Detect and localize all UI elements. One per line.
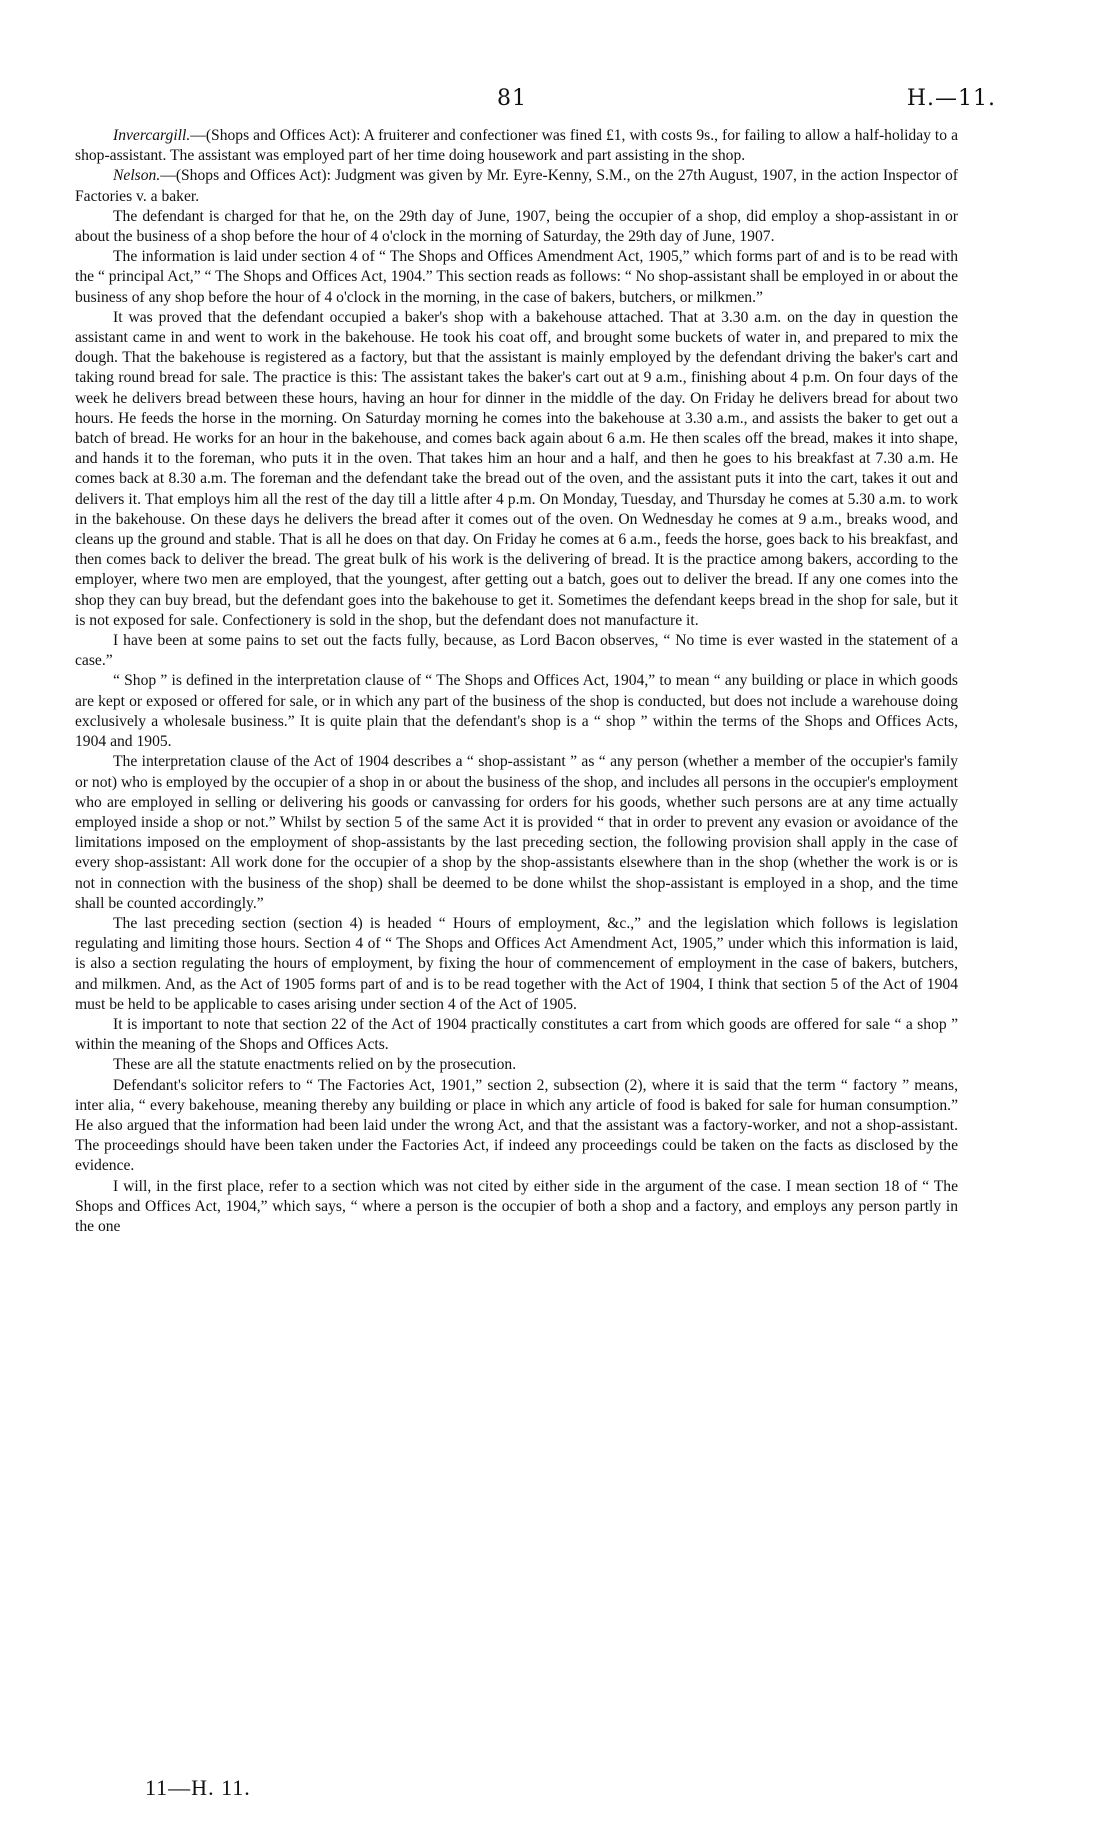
paragraph: These are all the statute enactments relied on by the prosecution. <box>113 1056 517 1074</box>
place-heading: Nelson. <box>113 167 161 185</box>
paragraph: Defendant's solicitor refers to “ The Factories Act, 1901,” section 2, subsection (2), where it is said that the term “ factory ” means, inter alia, “ every bakehouse, meaning thereby any building or place in which any article of food is baked for sale for human consumption.” He also argued that the information had been laid under the wrong Act, and that the assistant was a factory-worker, and not a shop-assistant. The proceedings should have been taken under the Factories Act, if indeed any proceedings could be taken on the facts as disclosed by the evidence. <box>75 1076 958 1175</box>
paragraph <box>75 166 958 206</box>
body-text <box>75 126 958 1237</box>
place-heading: Invercargill. <box>113 127 191 144</box>
page-header <box>0 86 1114 116</box>
paragraph: I will, in the first place, refer to a section which was not cited by either side in the argument of the case. I mean section 18 of “ The Shops and Offices Act, 1904,” which says, “ where a person is the occupier of both a shop and a factory, and employs any person partly in the one <box>75 1177 958 1235</box>
paragraph-text: —(Shops and Offices Act): Judgment was given by Mr. Eyre-Kenny, S.M., on the 27th August, 1907, in the action Inspector of Factories v. a baker. <box>75 167 958 205</box>
paragraph: The interpretation clause of the Act of 1904 describes a “ shop-assistant ” as “ any person (whether a member of the occupier's family or not) who is employed by the occupier of a shop in or about the business of the shop, and includes all persons in the occupier's employment who are employed in selling or delivering his goods or canvassing for orders for his goods, whether such persons are at any time actually employed inside a shop or not.” Whilst by section 5 of the same Act it is provided “ that in order to prevent any evasion or avoidance of the limitations imposed on the employment of shop-assistants by the last preceding section, the following provision shall apply in the case of every shop-assistant: All work done for the occupier of a shop by the shop-assistants elsewhere than in the shop (whether the work is or is not in connection with the business of the shop) shall be deemed to be done whilst the shop-assistant is employed in a shop, and the time shall be counted accordingly.” <box>75 753 958 912</box>
paragraph: It is important to note that section 22 of the Act of 1904 practically constitutes a cart from which goods are offered for sale “ a shop ” within the meaning of the Shops and Offices Acts. <box>75 1015 958 1054</box>
paragraph: The defendant is charged for that he, on the 29th day of June, 1907, being the occupier of a shop, did employ a shop-assistant in or about the business of a shop before the hour of 4 o'clock in the morning of Saturday, the 29th day of June, 1907. <box>75 207 958 246</box>
series-code: H.—11. <box>906 86 996 111</box>
paragraph: The last preceding section (section 4) is headed “ Hours of employment, &c.,” and the legislation which follows is legislation regulating and limiting those hours. Section 4 of “ The Shops and Offices Act Amendment Act, 1905,” under which this information is laid, is also a section regulating the hours of employment, by fixing the hour of commencement of employment in the case of bakers, butchers, and milkmen. And, as the Act of 1905 forms part of and is to be read together with the Act of 1904, I think that section 5 of the Act of 1904 must be held to be applicable to cases arising under section 4 of the Act of 1905. <box>75 914 958 1013</box>
paragraph: It was proved that the defendant occupied a baker's shop with a bakehouse attached. That at 3.30 a.m. on the day in question the assistant came in and went to work in the bakehouse. He took his coat off, and brought some buckets of water in, and prepared to mix the dough. That the bakehouse is registered as a factory, but that the assistant is mainly employed by the defendant driving the baker's cart and taking round bread for sale. The practice is this: The assistant takes the baker's cart out at 9 a.m., finishing about 4 p.m. On four days of the week he delivers bread between these hours, having an hour for dinner in the middle of the day. On Friday he delivers bread for about two hours. He feeds the horse in the morning. On Saturday morning he comes into the bakehouse at 3.30 a.m., and assists the baker to get out a batch of bread. He works for an hour in the bakehouse, and comes back again about 6 a.m. He then scales off the bread, makes it into shape, and hands it to the foreman, who puts it in the oven. That takes him an hour and a half, and then he goes to his breakfast at 7.30 a.m. He comes back at 8.30 a.m. The foreman and the defendant take the bread out of the oven, and the assistant puts it into the cart, takes it out and delivers it. That employs him all the rest of the day till a little after 4 p.m. On Monday, Tuesday, and Thursday he comes at 5.30 a.m. to work in the bakehouse. On these days he delivers the bread after it comes out of the oven. On Wednesday he comes at 9 a.m., breaks wood, and cleans up the ground and stable. That is all he does on that day. On Friday he comes at 6 a.m., feeds the horse, goes back to his breakfast, and then comes back to deliver the bread. The great bulk of his work is the delivering of bread. It is the practice among bakers, according to the employer, where two men are employed, that the youngest, after getting out a batch, goes out to deliver the bread. If any one comes into the shop they can buy bread, but the defendant goes into the bakehouse to get it. Sometimes the defendant keeps bread in the shop for sale, but it is not exposed for sale. Confectionery is sold in the shop, but the defendant does not manufacture it. <box>75 308 958 629</box>
signature-mark: 11—H. 11. <box>145 1775 251 1800</box>
paragraph-text: —(Shops and Offices Act): A fruiterer and confectioner was fined £1, with costs 9s., for failing to allow a half-holiday to a shop-assistant. The assistant was employed part of her time doing housework and part assisting in the shop. <box>75 127 958 165</box>
paragraph: I have been at some pains to set out the facts fully, because, as Lord Bacon observes, “ No time is ever wasted in the statement of a case.” <box>75 632 958 670</box>
page-number: 81 <box>497 86 527 111</box>
paragraph: “ Shop ” is defined in the interpretation clause of “ The Shops and Offices Act, 1904,” to mean “ any building or place in which goods are kept or exposed or offered for sale, or in which any part of the business of the shop is conducted, but does not include a warehouse doing exclusively a wholesale business.” It is quite plain that the defendant's shop is a “ shop ” within the terms of the Shops and Offices Acts, 1904 and 1905. <box>75 672 958 751</box>
paragraph: The information is laid under section 4 of “ The Shops and Offices Amendment Act, 1905,” which forms part of and is to be read with the “ principal Act,” “ The Shops and Offices Act, 1904.” This section reads as follows: “ No shop-assistant shall be employed in or about the business of any shop before the hour of 4 o'clock in the morning, in the case of bakers, butchers, or milkmen.” <box>75 248 958 306</box>
paragraph <box>75 126 958 166</box>
